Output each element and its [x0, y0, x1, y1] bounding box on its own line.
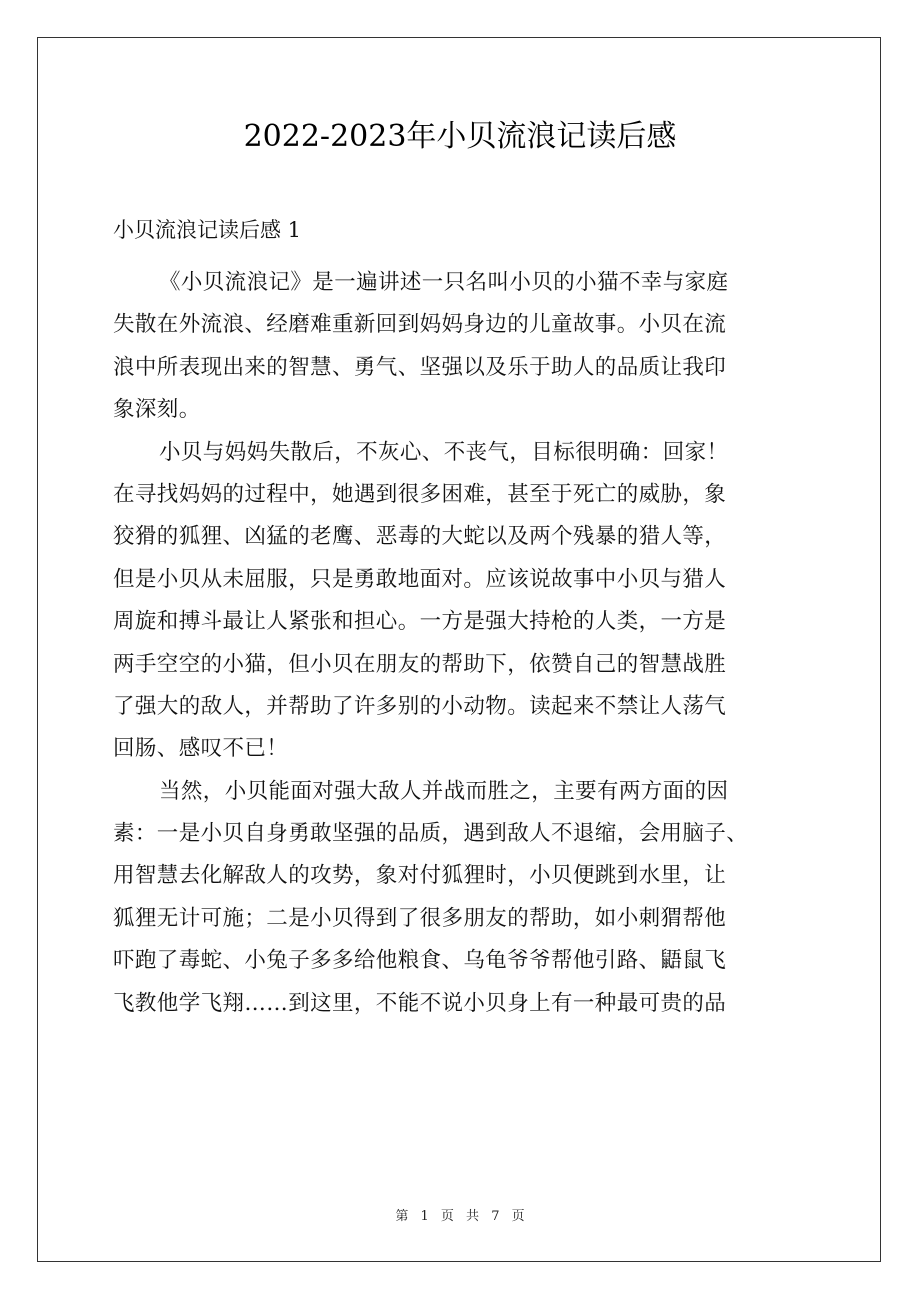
text-line: 象深刻。 [113, 397, 201, 423]
text-line: 当然，小贝能面对强大敌人并战而胜之，主要有两方面的因 [159, 778, 729, 804]
text-line: 《小贝流浪记》是一遍讲述一只名叫小贝的小猫不幸与家庭 [159, 270, 729, 295]
page-footer: 第 1 页 共 7 页 [395, 1209, 525, 1224]
section-heading: 小贝流浪记读后感 1 [113, 218, 302, 242]
text-line: 周旋和搏斗最让人紧张和担心。一方是强大持枪的人类，一方是 [113, 609, 727, 635]
text-line: 浪中所表现出来的智慧、勇气、坚强以及乐于助人的品质让我印 [113, 354, 727, 380]
document-title: 2022-2023年小贝流浪记读后感 [243, 119, 677, 154]
text-line: 两手空空的小猫，但小贝在朋友的帮助下，依赞自己的智慧战胜 [113, 651, 727, 677]
text-line: 失散在外流浪、经磨难重新回到妈妈身边的儿童故事。小贝在流 [113, 312, 727, 338]
text-line: 回肠、感叹不已！ [113, 736, 289, 762]
text-line: 狐狸无计可施；二是小贝得到了很多朋友的帮助，如小刺猬帮他 [113, 905, 727, 931]
text-line: 飞教他学飞翔……到这里，不能不说小贝身上有一种最可贵的品 [113, 990, 727, 1016]
text-line: 素：一是小贝自身勇敢坚强的品质，遇到敌人不退缩，会用脑子、 [113, 821, 749, 847]
body-text [113, 262, 807, 1025]
text-line: 了强大的敌人，并帮助了许多别的小动物。读起来不禁让人荡气 [113, 693, 727, 719]
text-line: 小贝与妈妈失散后，不灰心、不丧气，目标很明确：回家！ [159, 439, 729, 465]
text-line: 狡猾的狐狸、凶猛的老鹰、恶毒的大蛇以及两个残暴的猎人等， [113, 524, 727, 550]
text-line: 用智慧去化解敌人的攻势，象对付狐狸时，小贝便跳到水里，让 [113, 863, 727, 889]
text-line: 在寻找妈妈的过程中，她遇到很多困难，甚至于死亡的威胁，象 [113, 481, 727, 507]
text-line: 但是小贝从未屈服，只是勇敢地面对。应该说故事中小贝与猎人 [113, 566, 727, 592]
text-line: 吓跑了毒蛇、小兔子多多给他粮食、乌龟爷爷帮他引路、鼯鼠飞 [113, 948, 727, 974]
